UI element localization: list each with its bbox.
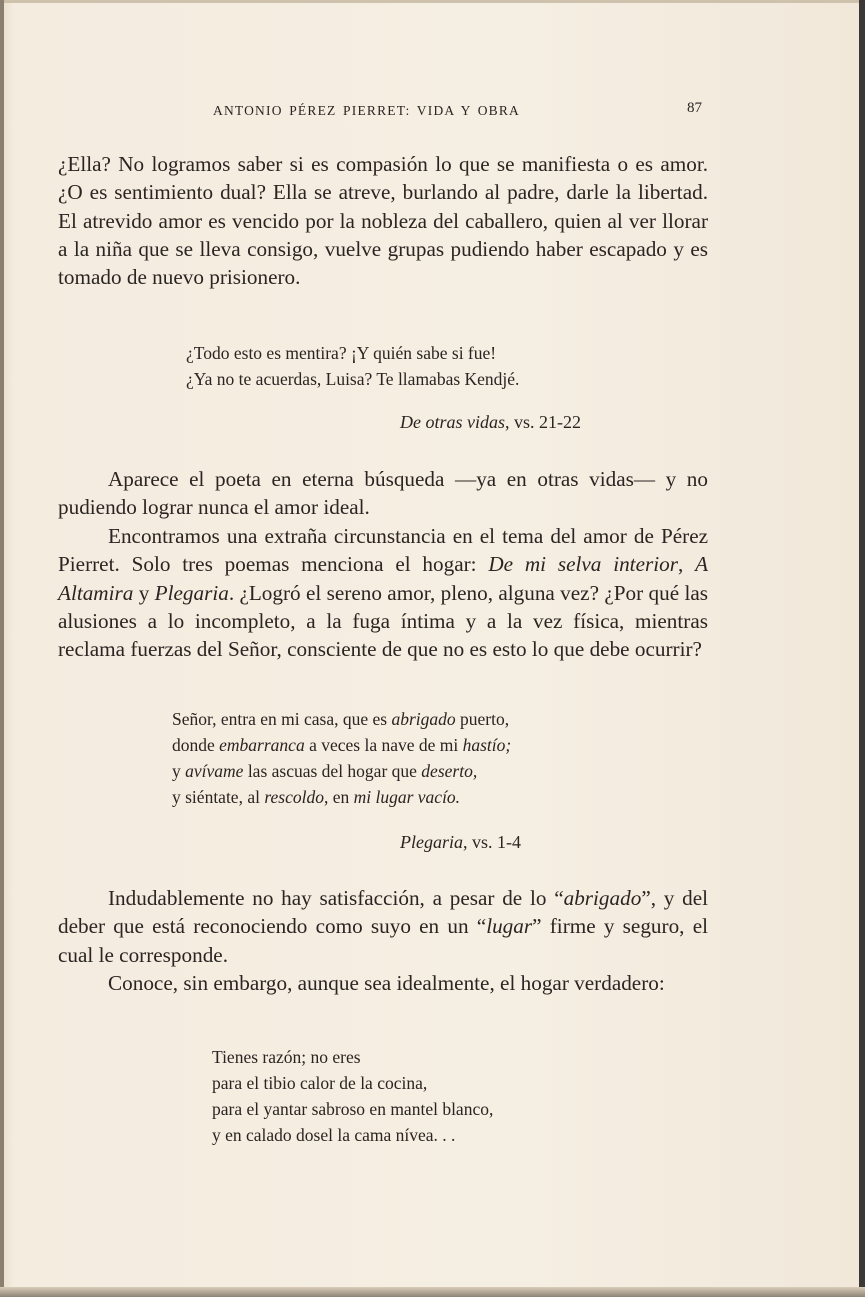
text-run: . ¿Logró el sereno amor, pleno, alguna vez? ¿Por qué las alusiones a lo incompleto, a la fuga íntima y a la vez física, mientras reclama fuerzas del Señor, consciente de que no es esto lo que debe ocurrir?	[58, 580, 709, 662]
citation-title: Plegaria	[400, 832, 463, 852]
text-run: Señor, entra en mi casa, que es	[172, 709, 392, 729]
emphasis: rescoldo	[264, 787, 324, 807]
citation-2	[400, 832, 521, 853]
text-run: ,	[677, 552, 696, 577]
poem-title: Plegaria	[154, 580, 229, 605]
paragraph-2	[58, 465, 708, 522]
emphasis: lugar	[486, 914, 533, 939]
citation-verses: , vs. 21-22	[505, 412, 581, 432]
poem-title: A Altamira	[58, 552, 709, 605]
paragraph-4-text	[58, 884, 708, 969]
paragraph-3-text	[58, 522, 708, 663]
verse-line	[172, 784, 511, 810]
citation-title: De otras vidas	[400, 412, 505, 432]
verse-line: ¿Ya no te acuerdas, Luisa? Te llamabas Kendjé.	[186, 369, 520, 389]
emphasis: avívame	[185, 761, 244, 781]
verse-line	[172, 732, 511, 758]
page-right-edge	[859, 0, 865, 1297]
verse-line	[172, 758, 511, 784]
paragraph-1-text: ¿Ella? No logramos saber si es compasión lo que se manifiesta o es amor. ¿O es sentimiento dual? Ella se atreve, burlando al padre, darle la libertad. El atrevido amor es vencido por la nobleza del caballero, quien al ver llorar a la niña que se lleva consigo, vuelve grupas pudiendo haber escapado y es tomado de nuevo prisionero.	[58, 152, 708, 290]
emphasis: deserto,	[421, 761, 478, 781]
emphasis: embarranca	[219, 735, 305, 755]
text-run: y	[172, 761, 186, 781]
page-bottom-edge	[0, 1287, 865, 1297]
page-top-edge	[0, 0, 865, 3]
text-run: puerto,	[455, 709, 510, 729]
poem-title: De mi selva interior	[488, 552, 678, 577]
emphasis: mi lugar vacío.	[353, 787, 461, 807]
emphasis: abrigado	[563, 886, 642, 910]
verse-line: para el tibio calor de la cocina,	[212, 1073, 428, 1093]
page-number: 87	[687, 100, 702, 116]
text-run: las ascuas del hogar que	[243, 761, 422, 781]
text-run: , en	[323, 787, 354, 807]
text-run: Encontramos una extraña circunstancia en el tema del amor de Pérez Pierret. Solo tres poemas menciona el hogar:	[58, 524, 708, 577]
verse-line: y en calado dosel la cama nívea. . .	[212, 1125, 456, 1145]
verse-line: Tienes razón; no eres	[212, 1047, 361, 1067]
verse-line: para el yantar sabroso en mantel blanco,	[212, 1099, 494, 1119]
paragraph-4	[58, 884, 708, 997]
text-run: y	[133, 580, 155, 605]
paragraph-5-text: Conoce, sin embargo, aunque sea idealmente, el hogar verdadero:	[108, 970, 665, 995]
text-run: a veces la nave de mi	[304, 735, 463, 755]
paragraph-2-text: Aparece el poeta en eterna búsqueda —ya en otras vidas— y no pudiendo lograr nunca el amor ideal.	[58, 467, 708, 520]
paragraph-1	[58, 150, 708, 291]
text-run: Indudablemente no hay satisfacción, a pesar de lo “	[108, 886, 564, 910]
paragraph-3	[58, 522, 708, 663]
text-run: ”, y del deber que está reconociendo como suyo en un “	[58, 886, 709, 939]
text-run: ” firme y seguro, el cual le corresponde.	[58, 914, 708, 967]
verse-line	[172, 706, 511, 732]
page-left-edge	[0, 0, 4, 1297]
text-run: donde	[172, 735, 220, 755]
verse-quote-2	[172, 706, 511, 810]
verse-line: ¿Todo esto es mentira? ¡Y quién sabe si fue!	[186, 343, 497, 363]
emphasis: hastío;	[462, 735, 512, 755]
verse-quote-1	[186, 340, 519, 392]
emphasis: abrigado	[391, 709, 456, 729]
verse-quote-3	[212, 1044, 493, 1148]
citation-1	[400, 412, 581, 433]
citation-verses: , vs. 1-4	[463, 832, 521, 852]
running-title: ANTONIO PÉREZ PIERRET: VIDA Y OBRA	[213, 103, 521, 118]
text-run: y siéntate, al	[172, 787, 265, 807]
